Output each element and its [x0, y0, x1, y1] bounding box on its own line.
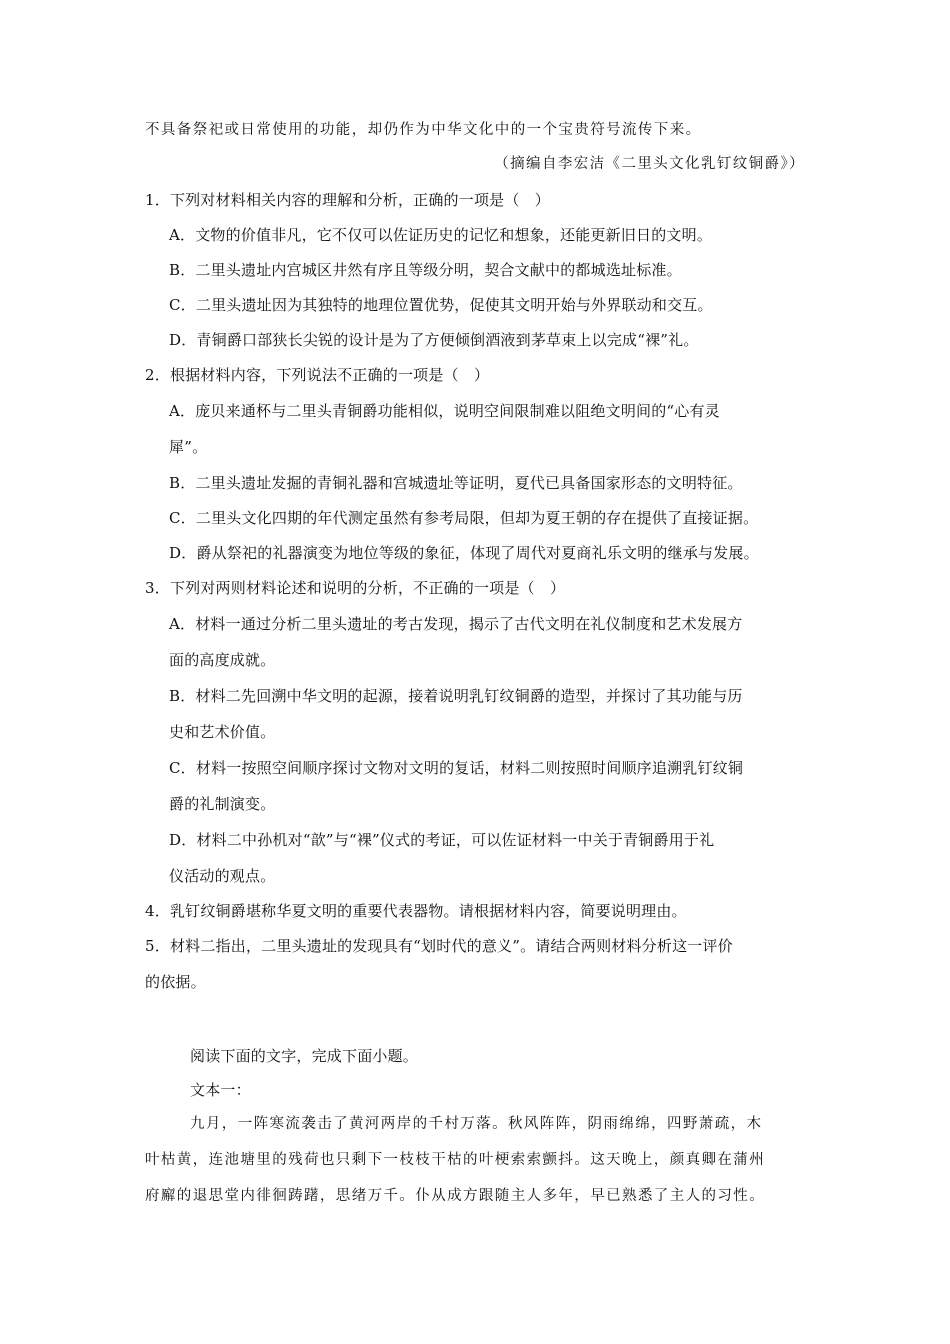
question-2-option-b: B．二里头遗址发掘的青铜礼器和宫城遗址等证明，夏代已具备国家形态的文明特征。 — [169, 474, 743, 492]
question-3-stem: 3．下列对两则材料论述和说明的分析，不正确的一项是（ ） — [145, 579, 566, 597]
question-3-option-a-cont: 面的高度成就。 — [169, 651, 276, 669]
reading-paragraph-line-2: 叶枯黄，连池塘里的残荷也只剩下一枝枝干枯的叶梗索索颤抖。这天晚上，颜真卿在蒲州 — [145, 1152, 766, 1168]
question-1-stem: 1．下列对材料相关内容的理解和分析，正确的一项是（ ） — [145, 191, 550, 209]
question-4-stem: 4．乳钉纹铜爵堪称华夏文明的重要代表器物。请根据材料内容，简要说明理由。 — [145, 902, 687, 920]
passage-closing-line: 不具备祭祀或日常使用的功能，却仍作为中华文化中的一个宝贵符号流传下来。 — [145, 122, 702, 138]
question-3-option-d: D．材料二中孙机对“歆”与“裸”仪式的考证，可以佐证材料一中关于青铜爵用于礼 — [169, 831, 715, 849]
question-5-stem: 5．材料二指出，二里头遗址的发现具有“划时代的意义”。请结合两则材料分析这一评价 — [145, 937, 733, 955]
question-2-option-a: A．庞贝来通杯与二里头青铜爵功能相似，说明空间限制难以阻绝文明间的“心有灵 — [169, 402, 720, 420]
question-5-stem-cont: 的依据。 — [145, 973, 206, 991]
question-2-option-a-cont: 犀”。 — [169, 438, 208, 456]
question-2-option-c: C．二里头文化四期的年代测定虽然有参考局限，但却为夏王朝的存在提供了直接证据。 — [169, 509, 759, 527]
reading-paragraph-line-1: 九月，一阵寒流袭击了黄河两岸的千村万落。秋风阵阵，阴雨绵绵，四野萧疏，木 — [190, 1116, 763, 1132]
question-3-option-d-cont: 仪活动的观点。 — [169, 867, 276, 885]
reading-instruction: 阅读下面的文字，完成下面小题。 — [190, 1047, 419, 1065]
reading-paragraph-line-3: 府廨的退思堂内徘徊踌躇，思绪万千。仆从成方跟随主人多年，早已熟悉了主人的习性。 — [145, 1188, 766, 1204]
question-3-option-a: A．材料一通过分析二里头遗址的考古发现，揭示了古代文明在礼仪制度和艺术发展方 — [169, 615, 743, 633]
question-1-option-a: A．文物的价值非凡，它不仅可以佐证历史的记忆和想象，还能更新旧日的文明。 — [169, 226, 713, 244]
question-2-stem: 2．根据材料内容，下列说法不正确的一项是（ ） — [145, 366, 490, 384]
question-3-option-b-cont: 史和艺术价值。 — [169, 723, 276, 741]
passage-source: （摘编自李宏洁《二里头文化乳钉纹铜爵》） — [494, 156, 805, 172]
question-3-option-c-cont: 爵的礼制演变。 — [169, 795, 276, 813]
question-3-option-b: B．材料二先回溯中华文明的起源，接着说明乳钉纹铜爵的造型，并探讨了其功能与历 — [169, 687, 743, 705]
question-1-option-c: C．二里头遗址因为其独特的地理位置优势，促使其文明开始与外界联动和交互。 — [169, 296, 713, 314]
reading-text-label: 文本一： — [190, 1081, 251, 1099]
question-1-option-b: B．二里头遗址内宫城区井然有序且等级分明，契合文献中的都城选址标准。 — [169, 261, 682, 279]
question-1-option-d: D．青铜爵口部狭长尖锐的设计是为了方便倾倒酒液到茅草束上以完成“裸”礼。 — [169, 331, 699, 349]
question-3-option-c: C．材料一按照空间顺序探讨文物对文明的复话，材料二则按照时间顺序追溯乳钉纹铜 — [169, 759, 744, 777]
question-2-option-d: D．爵从祭祀的礼器演变为地位等级的象征，体现了周代对夏商礼乐文明的继承与发展。 — [169, 544, 759, 562]
